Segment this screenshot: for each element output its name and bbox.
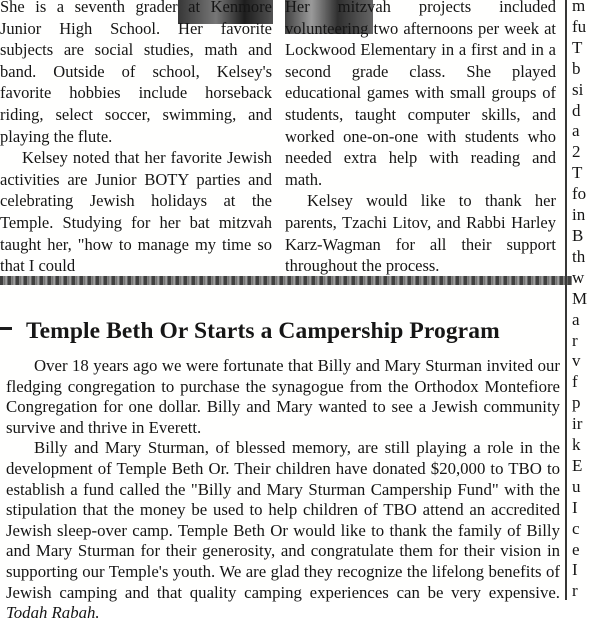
text-fragment: ir xyxy=(572,414,583,434)
text-fragment: w xyxy=(572,267,585,287)
text-fragment: a xyxy=(572,309,580,329)
middle-column xyxy=(285,0,556,277)
text-fragment: th xyxy=(572,246,586,266)
text-fragment: b xyxy=(572,58,581,78)
section-divider xyxy=(0,276,572,285)
paragraph: Kelsey noted that her favorite Jewish activities are Junior BOTY parties and celebrating Jewish holidays at the Temple. Studying for her bat mitzvah taught her, "how to manage my time so that I could xyxy=(0,148,272,276)
text-fragment: d xyxy=(572,100,581,120)
article-headline: Temple Beth Or Starts a Campership Program xyxy=(26,318,500,344)
text-fragment: f xyxy=(572,372,578,392)
text-fragment: I xyxy=(572,497,578,517)
text-fragment: T xyxy=(572,163,583,183)
paragraph: She is a seventh grader at Kenmore Junior High School. Her favorite subjects are social studies, math and band. Outside of school, Kelsey's favorite hobbies include horseback riding, select soccer, swimming, and playing the flute. xyxy=(0,0,272,146)
article-body xyxy=(6,356,560,624)
paragraph xyxy=(6,438,560,623)
paragraph-text: Billy and Mary Sturman, of blessed memory, are still playing a role in the development of Temple Beth Or. Their children have donated $20,000 to TBO to establish a fund called the "Billy and Mary Sturman Campership Fund" with the stipulation that the money be used to help children of TBO attend an accredited Jewish sleep-over camp. Temple Beth Or would like to thank the family of Billy and Mary Sturman for their generosity, and congratulate them for their vision in supporting our Temple's youth. We are glad they recognize the lifelong benefits of Jewish camping and that quality camping experiences can be very expensive. xyxy=(6,438,560,602)
column-rule xyxy=(565,0,567,600)
article xyxy=(0,314,560,623)
left-column xyxy=(0,0,272,277)
text-fragment: M xyxy=(572,288,588,308)
text-fragment: fo xyxy=(572,184,587,204)
text-fragment: p xyxy=(572,393,581,413)
text-fragment: E xyxy=(572,455,583,475)
text-fragment: k xyxy=(572,435,581,455)
text-fragment: u xyxy=(572,476,581,496)
paragraph: Over 18 years ago we were fortunate that Billy and Mary Sturman invited our fledging congregation to purchase the synagogue from the Orthodox Montefiore Congregation for one dollar. Billy and Mary wanted to see a Jewish community survive and thrive in Everett. xyxy=(6,356,560,437)
headline-row xyxy=(0,314,558,354)
paragraph: Kelsey would like to thank her parents, Tzachi Litov, and Rabbi Harley Karz-Wagman for all their support throughout the process. xyxy=(285,191,556,276)
text-fragment: a xyxy=(572,121,580,141)
text-fragment: m xyxy=(572,0,586,15)
text-fragment: e xyxy=(572,539,580,559)
text-fragment: B xyxy=(572,225,584,245)
text-fragment: in xyxy=(572,205,586,225)
text-fragment: c xyxy=(572,518,580,538)
text-fragment: r xyxy=(572,581,578,601)
text-fragment: v xyxy=(572,351,581,371)
text-fragment: r xyxy=(572,330,578,350)
text-fragment: I xyxy=(572,560,578,580)
paragraph: Her mitzvah projects included volunteering two afternoons per week at Lockwood Elementary in a first and in a second grade class. She played educational games with small groups of students, taught computer skills, and worked one-on-one with students who needed extra help with reading and math. xyxy=(285,0,556,189)
text-fragment: T xyxy=(572,37,583,57)
right-column-fragment xyxy=(572,0,600,602)
text-fragment: 2 xyxy=(572,142,581,162)
headline-marker xyxy=(0,327,12,330)
text-fragment: fu xyxy=(572,16,587,36)
closing-italic: Todah Rabah. xyxy=(6,603,100,623)
text-fragment: si xyxy=(572,79,584,99)
